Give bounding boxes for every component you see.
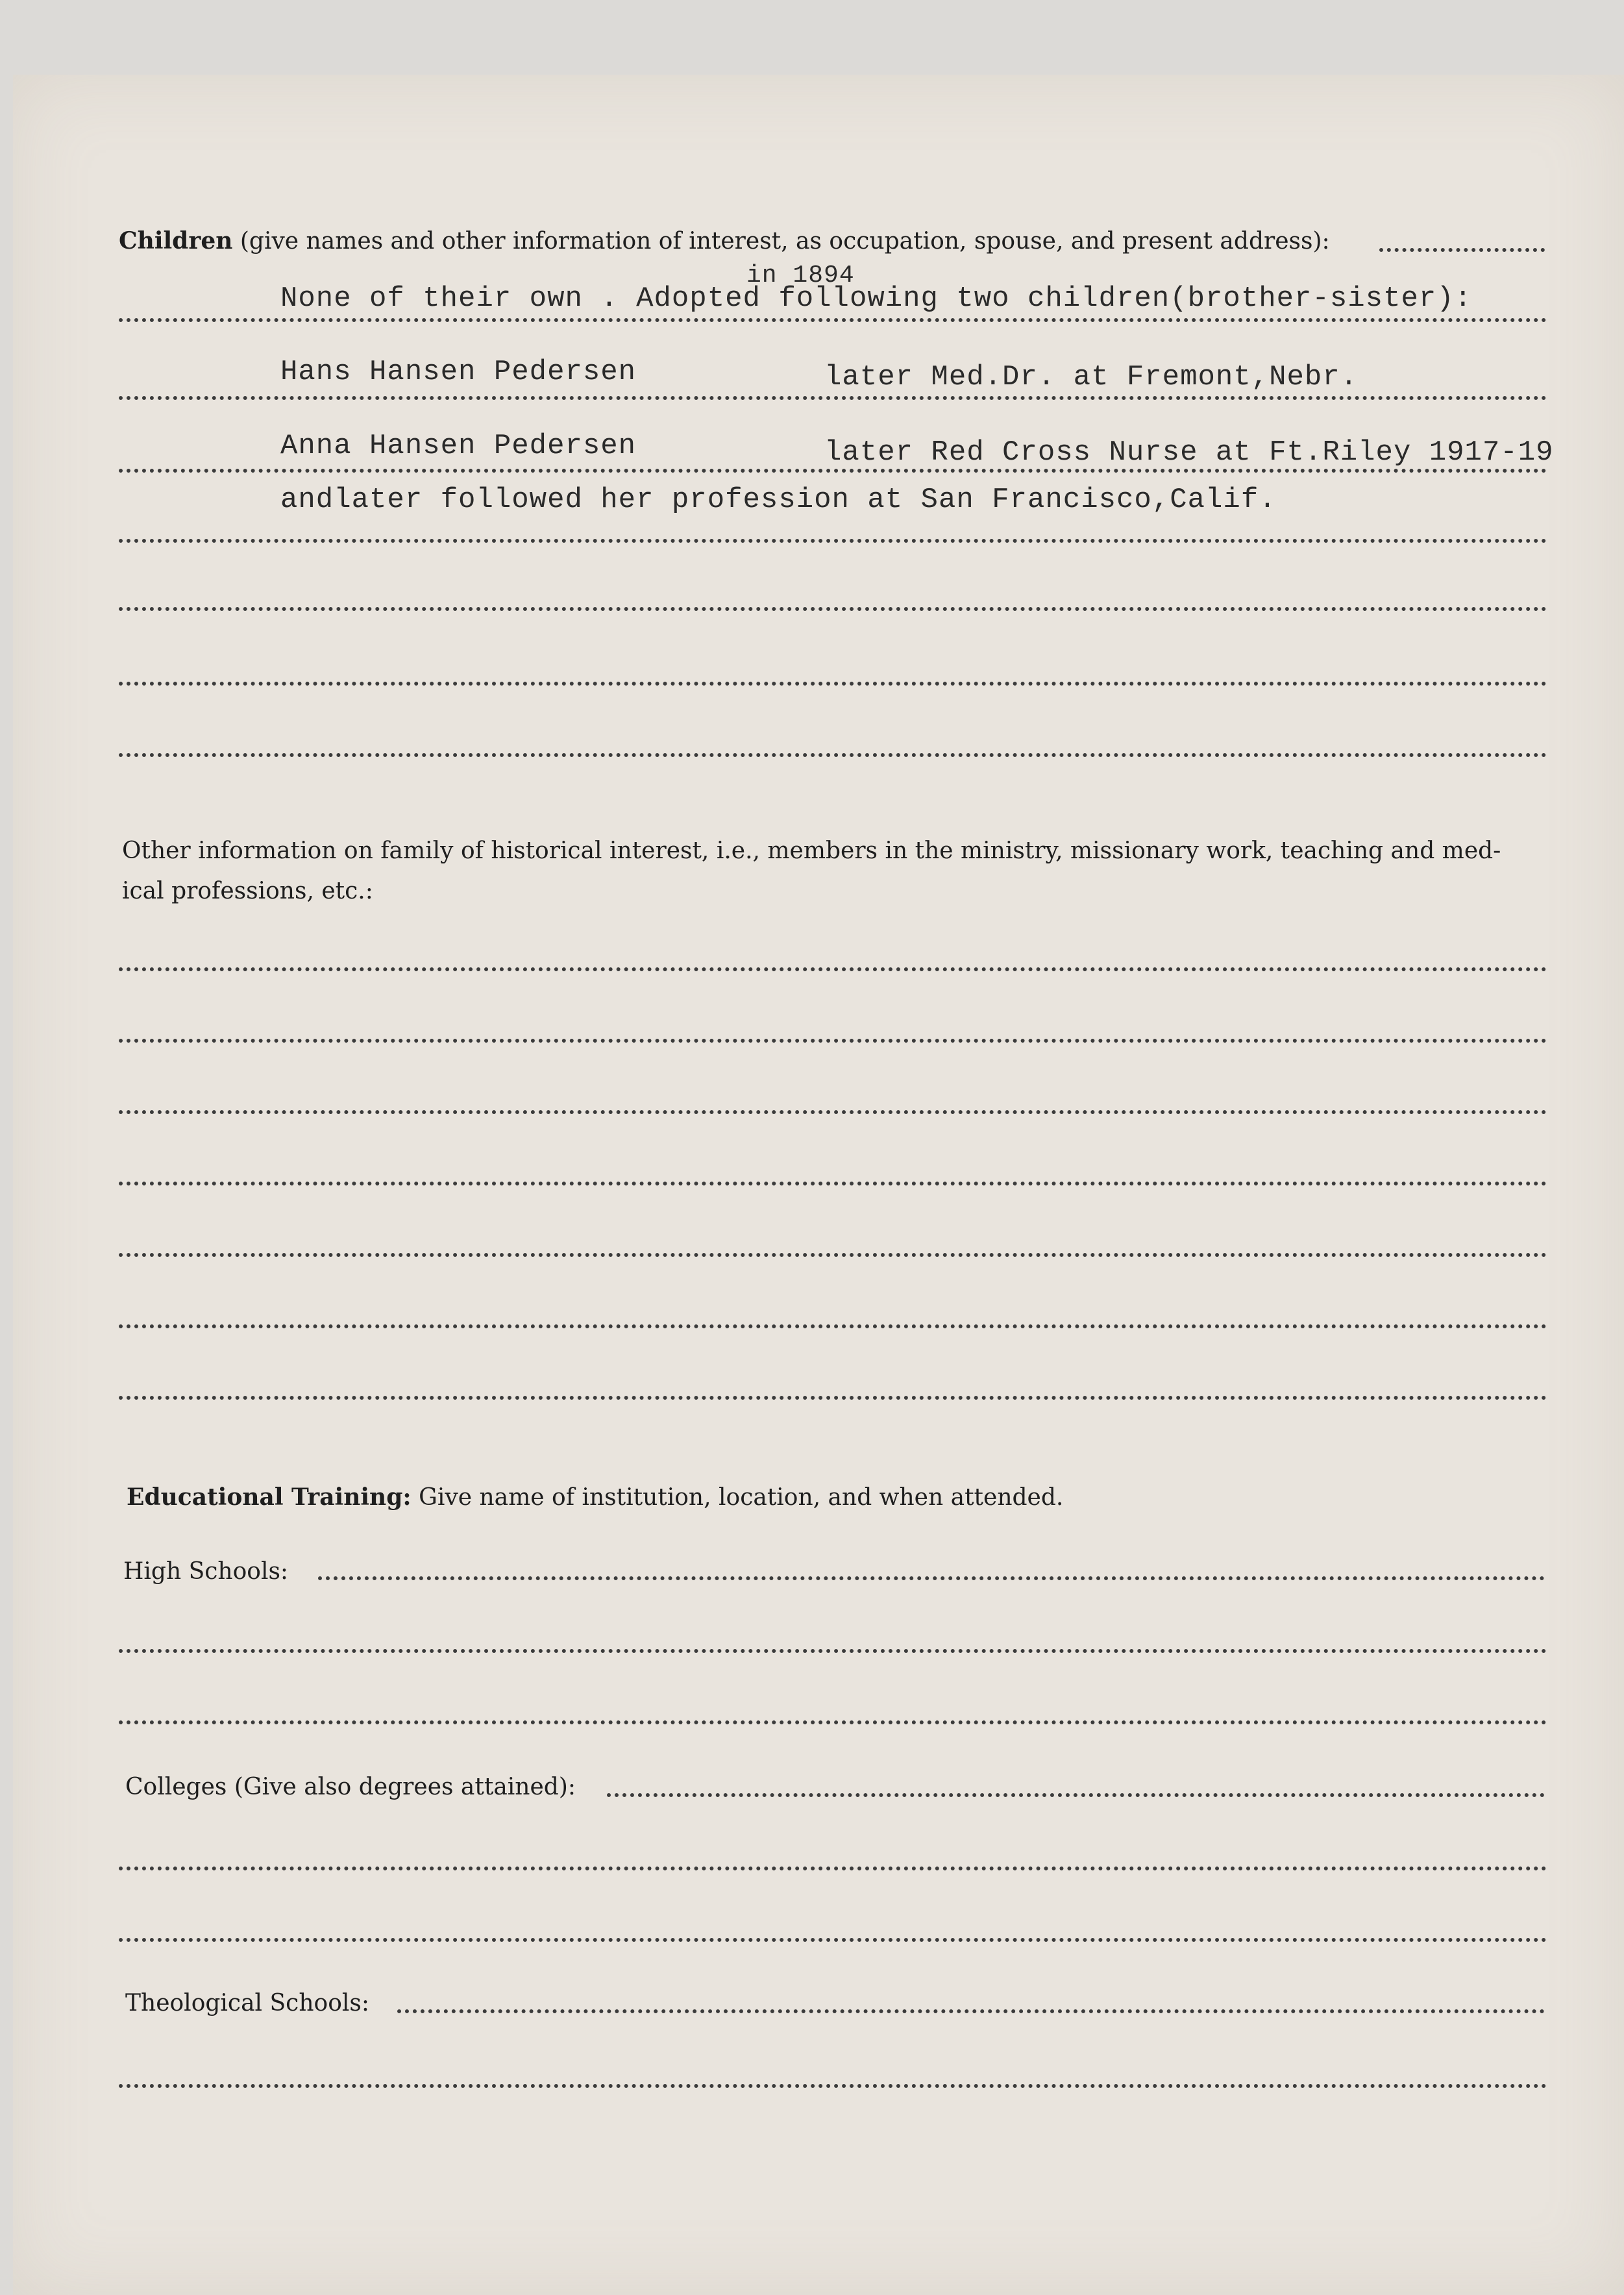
education-heading-rest: Give name of institution, location, and when attended. (419, 1484, 1064, 1511)
children-typed-line-4: andlater followed her profession at San Francisco,Calif. (280, 484, 1277, 516)
colleges-line-3 (119, 1938, 1547, 1942)
children-line-1 (119, 318, 1547, 322)
colleges-label: Colleges (Give also degrees attained): (125, 1774, 576, 1800)
children-typed-name-3: Anna Hansen Pedersen (280, 430, 637, 462)
other-info-line-5 (119, 1253, 1547, 1257)
children-typed-note-3: later Red Cross Nurse at Ft.Riley 1917-19 (824, 436, 1554, 469)
children-line-3 (119, 469, 1547, 473)
children-line-6 (119, 682, 1547, 686)
other-info-line-4 (119, 1182, 1547, 1185)
other-info-line-1 (119, 967, 1547, 971)
children-insert-year: in 1894 (746, 262, 855, 290)
high-schools-line-2 (119, 1649, 1547, 1653)
other-info-line-6 (119, 1324, 1547, 1328)
children-typed-name-2: Hans Hansen Pedersen (280, 356, 637, 388)
children-line-7 (119, 753, 1547, 757)
colleges-line-1 (607, 1793, 1545, 1797)
other-info-line-3 (119, 1110, 1547, 1114)
high-schools-line-1 (318, 1576, 1545, 1580)
education-heading (127, 1483, 1063, 1511)
other-info-label-1: Other information on family of historical interest, i.e., members in the ministry, missionary work, teaching and med- (122, 837, 1501, 864)
children-line-5 (119, 607, 1547, 611)
other-info-line-7 (119, 1396, 1547, 1400)
theological-line-1 (397, 2009, 1545, 2013)
other-info-label-2: ical professions, etc.: (122, 878, 373, 904)
children-label (119, 227, 1330, 254)
high-schools-line-3 (119, 1720, 1547, 1724)
children-line-4 (119, 539, 1547, 543)
children-line-2 (119, 396, 1547, 400)
education-heading-bold: Educational Training: (127, 1483, 412, 1511)
other-info-line-2 (119, 1039, 1547, 1043)
high-schools-label: High Schools: (123, 1558, 289, 1585)
colleges-line-2 (119, 1867, 1547, 1870)
children-leader-dots (1379, 248, 1545, 252)
theological-label: Theological Schools: (125, 1990, 369, 2016)
children-label-bold: Children (119, 227, 233, 254)
children-label-rest: (give names and other information of interest, as occupation, spouse, and present address): (240, 228, 1330, 254)
theological-line-2 (119, 2084, 1547, 2088)
children-typed-note-2: later Med.Dr. at Fremont,Nebr. (824, 361, 1359, 393)
children-typed-line-1: None of their own . Adopted following two children(brother-sister): (280, 282, 1473, 315)
